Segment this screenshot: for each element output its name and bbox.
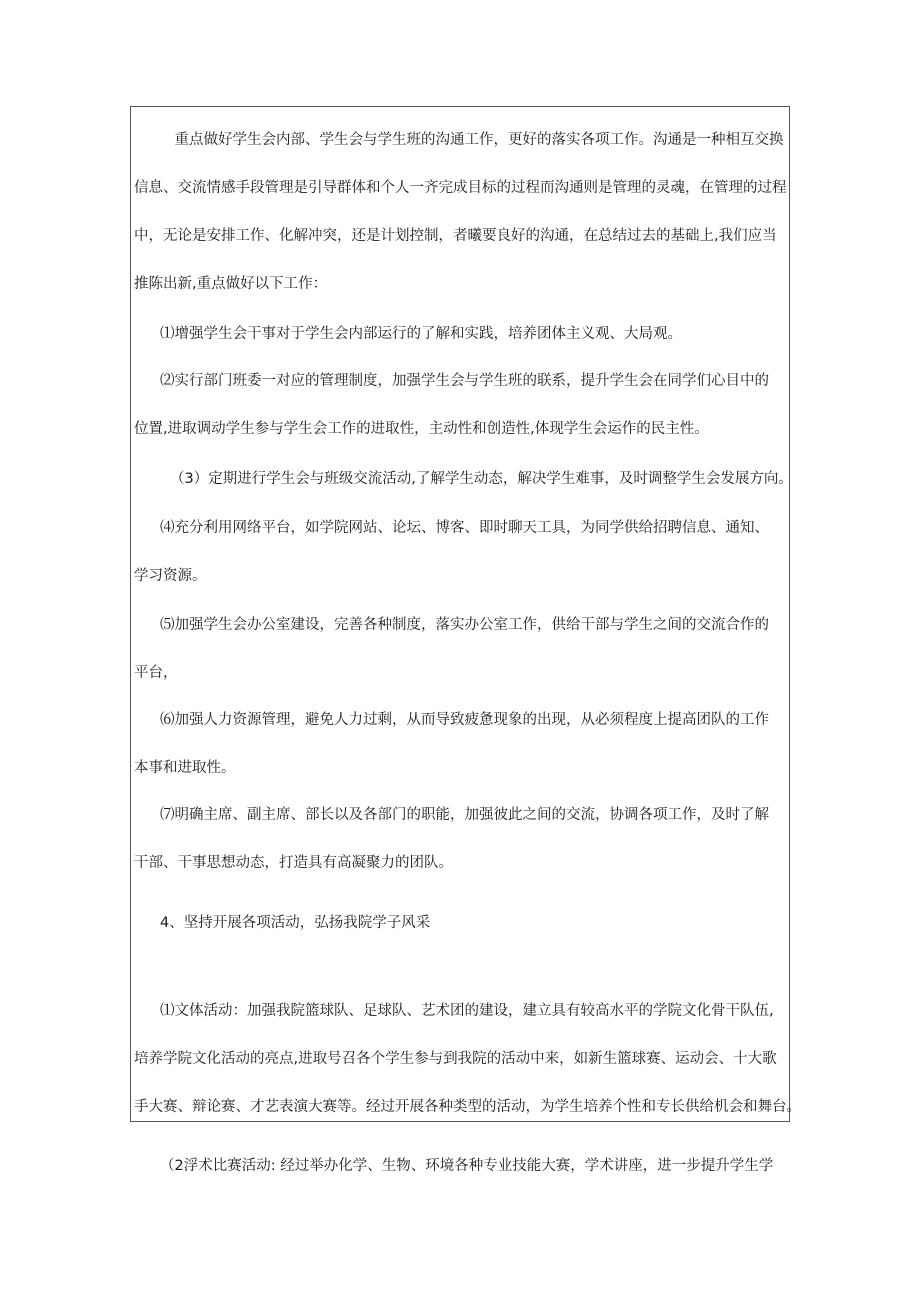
text-line: ⑵实行部门班委一对应的管理制度，加强学生会与学生班的联系，提升学生会在同学们心目中的 [160,373,769,389]
intro-paragraph [134,116,792,308]
list-item-4 [134,504,792,600]
list-item-1 [160,310,792,358]
activity-item-1 [134,987,801,1131]
text-line: 平台， [134,665,178,681]
text-line: 手大赛、辩论赛、才艺表演大赛等。经过开展各种类型的活动，为学生培养个性和专长供给机会和舞台。 [134,1099,801,1115]
list-item-6 [134,696,792,792]
text-line: 培养学院文化活动的亮点,进取号召各个学生参与到我院的活动中来，如新生篮球赛、运动会、十大歌 [134,1051,777,1067]
section-heading [160,899,792,947]
text-line: 推陈出新,重点做好以下工作： [134,276,328,292]
text-line: 学习资源。 [134,568,207,584]
text-line: 干部、干事思想动态，打造具有高凝聚力的团队。 [134,855,453,871]
text-line: 位置,进取调动学生参与学生会工作的进取性，主动性和创造性,体现学生会运作的民主性。 [134,421,709,437]
text-line: ⑴文体活动：加强我院篮球队、足球队、艺术团的建设，建立具有较高水平的学院文化骨干队伍, [160,1003,774,1019]
text-line: 重点做好学生会内部、学生会与学生班的沟通工作，更好的落实各项工作。沟通是一种相互交换 [160,132,784,148]
text-line: ⑺明确主席、副主席、部长以及各部门的职能，加强彼此之间的交流，协调各项工作，及时了解 [160,807,769,823]
text-line: ⑴增强学生会干事对于学生会内部运行的了解和实践，培养团体主义观、大局观。 [160,326,682,342]
heading-text: 4、坚持开展各项活动，弘扬我院学子风采 [160,915,431,931]
text-line: ⑸加强学生会办公室建设，完善各种制度，落实办公室工作，供给干部与学生之间的交流合作的 [160,617,769,633]
list-item-2 [134,357,792,453]
list-item-3 [170,455,802,503]
activity-item-2-partial: （2浮术比赛活动: 经过举办化学、生物、环境各种专业技能大赛，学术讲座，进一步提升学生学 [160,1158,774,1174]
text-line: ⑷充分利用网络平台，如学院网站、论坛、博客、即时聊天工具，为同学供给招聘信息、通知、 [160,520,769,536]
list-item-5 [134,601,792,697]
text-line: ⑹加强人力资源管理，避免人力过剩，从而导致疲惫现象的出现，从必须程度上提高团队的工作 [160,712,769,728]
text-line: 中，无论是安排工作、化解冲突，还是计划控制，者曦要良好的沟通，在总结过去的基础上,我们应当 [134,228,777,244]
list-item-7 [134,791,792,887]
text-line: 本事和进取性。 [134,760,236,776]
text-line: 信息、交流情感手段管理是引导群体和个人一齐完成目标的过程而沟通则是管理的灵魂，在管理的过程 [134,180,787,196]
text-line: （3）定期进行学生会与班级交流活动,了解学生动态，解决学生难事，及时调整学生会发展方向。 [170,471,793,487]
